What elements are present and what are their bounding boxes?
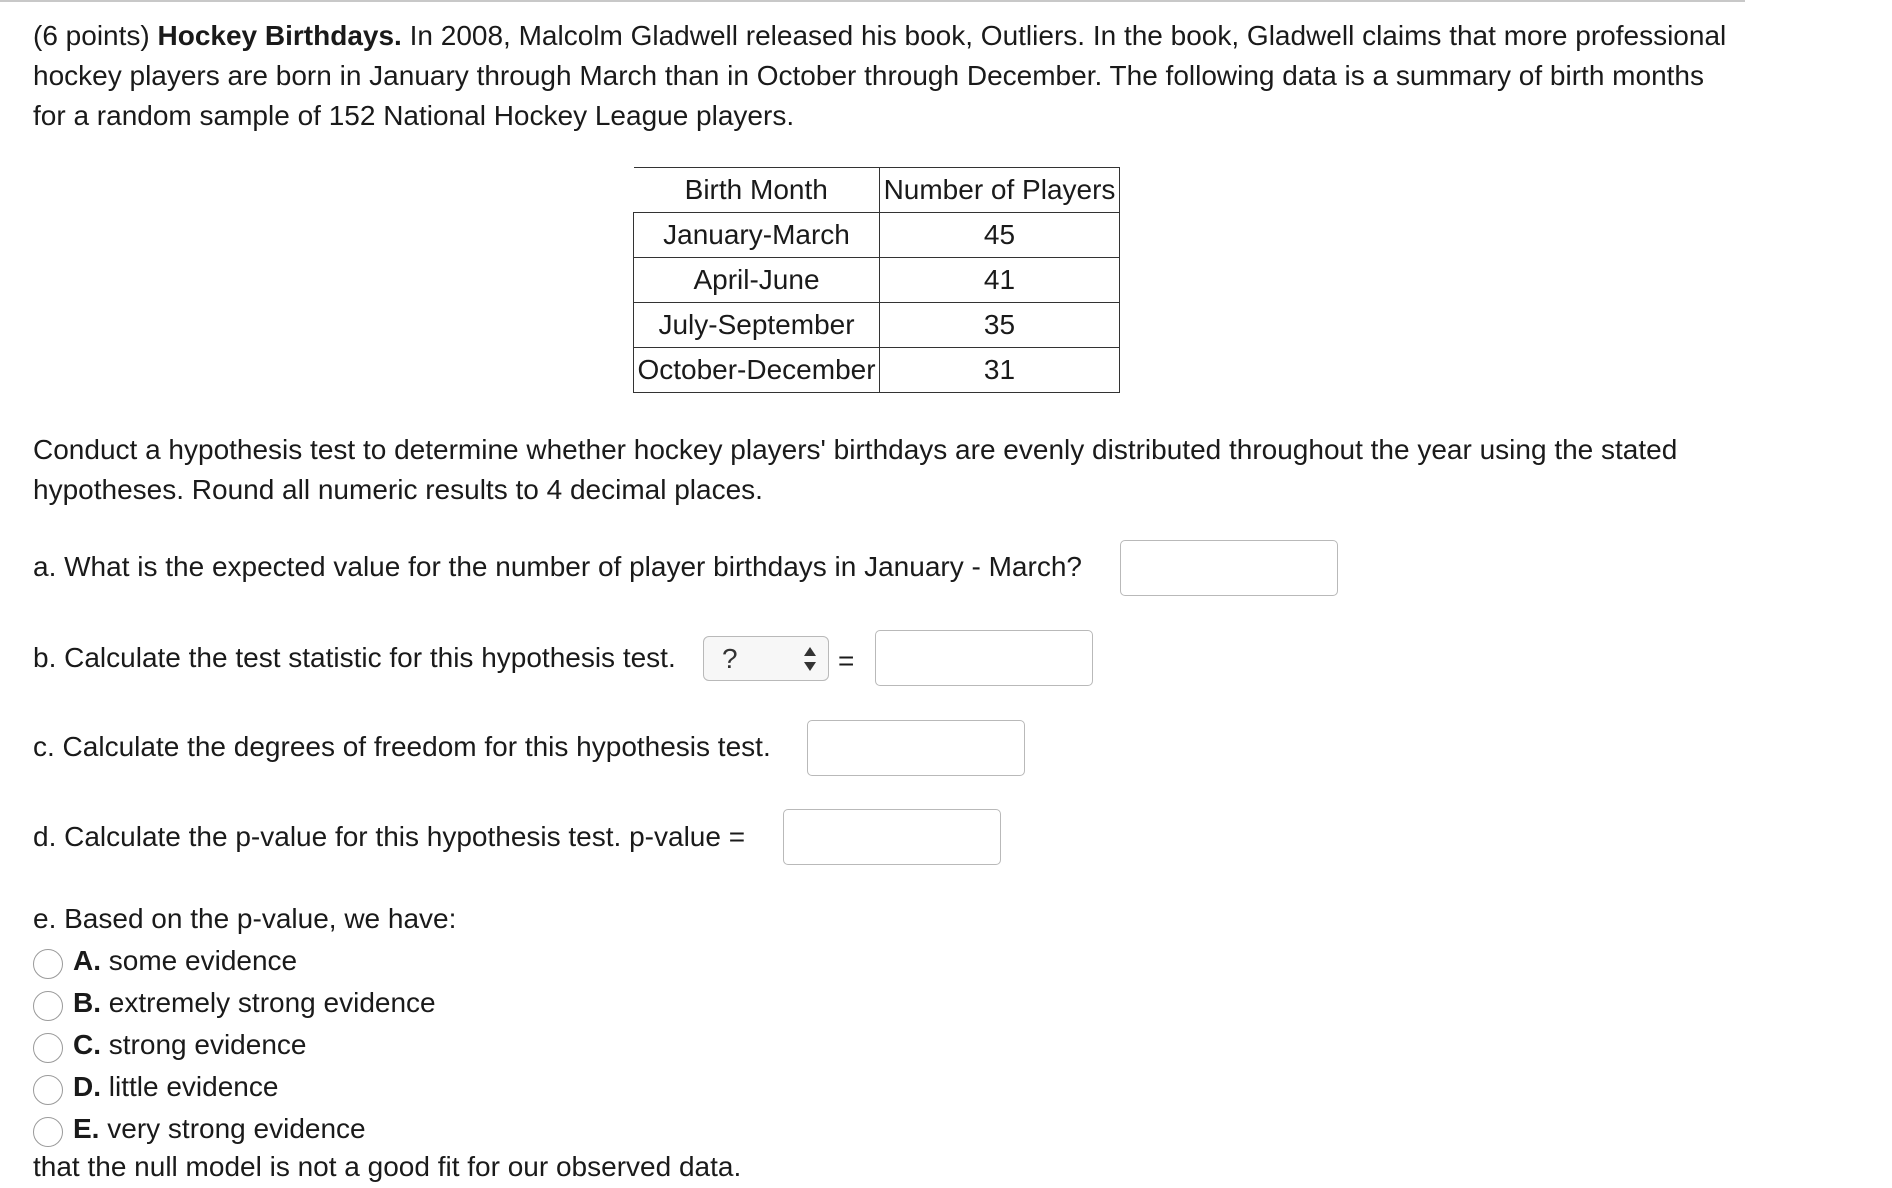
problem-text: In 2008, Malcolm Gladwell released his book, Outliers. In the book, Gladwell claims that more professional hockey players are born in January through March than in October through December. The following data is a summary of birth months for a random sample of 152 National Hockey League players. <box>33 20 1727 131</box>
birth-month-table <box>633 167 1120 393</box>
degrees-of-freedom-input[interactable] <box>807 720 1025 776</box>
p-value-input[interactable] <box>783 809 1001 865</box>
option-label: C. strong evidence <box>73 1029 307 1060</box>
conclusion-text: that the null model is not a good fit for our observed data. <box>33 1151 742 1182</box>
problem-intro <box>33 16 1733 136</box>
header-birth-month: Birth Month <box>634 168 880 213</box>
cell-month: October-December <box>634 348 880 393</box>
problem-title: Hockey Birthdays. <box>157 20 402 51</box>
table-row <box>634 348 1120 393</box>
instructions: Conduct a hypothesis test to determine whether hockey players' birthdays are evenly distributed throughout the year using the stated hypotheses. Round all numeric results to 4 decimal places. <box>33 434 1678 505</box>
table-header-row <box>634 168 1120 213</box>
option-label: D. little evidence <box>73 1071 279 1102</box>
question-c: c. Calculate the degrees of freedom for this hypothesis test. <box>33 731 771 762</box>
cell-month: April-June <box>634 258 880 303</box>
cell-count: 35 <box>880 303 1120 348</box>
expected-value-input[interactable] <box>1120 540 1338 596</box>
option-label: B. extremely strong evidence <box>73 987 436 1018</box>
points-label: (6 points) <box>33 20 150 51</box>
question-a: a. What is the expected value for the number of player birthdays in January - March? <box>33 551 1082 582</box>
radio-button[interactable] <box>33 1033 63 1063</box>
option-label: E. very strong evidence <box>73 1113 366 1144</box>
radio-button[interactable] <box>33 1075 63 1105</box>
radio-button[interactable] <box>33 1117 63 1147</box>
cell-count: 41 <box>880 258 1120 303</box>
statistic-select-value: ? <box>722 643 738 674</box>
question-d: d. Calculate the p-value for this hypothesis test. p-value = <box>33 821 746 852</box>
table-row <box>634 258 1120 303</box>
cell-month: January-March <box>634 213 880 258</box>
statistic-select[interactable] <box>703 636 829 681</box>
table-row <box>634 213 1120 258</box>
radio-button[interactable] <box>33 949 63 979</box>
table-row <box>634 303 1120 348</box>
test-statistic-input[interactable] <box>875 630 1093 686</box>
up-down-arrows-icon <box>802 645 818 673</box>
question-e: e. Based on the p-value, we have: <box>33 903 457 934</box>
cell-count: 31 <box>880 348 1120 393</box>
cell-count: 45 <box>880 213 1120 258</box>
question-b: b. Calculate the test statistic for this hypothesis test. <box>33 642 676 673</box>
equals-sign: = <box>838 645 855 676</box>
header-number-of-players: Number of Players <box>880 168 1120 213</box>
option-label: A. some evidence <box>73 945 298 976</box>
cell-month: July-September <box>634 303 880 348</box>
radio-button[interactable] <box>33 991 63 1021</box>
top-divider <box>0 0 1745 2</box>
